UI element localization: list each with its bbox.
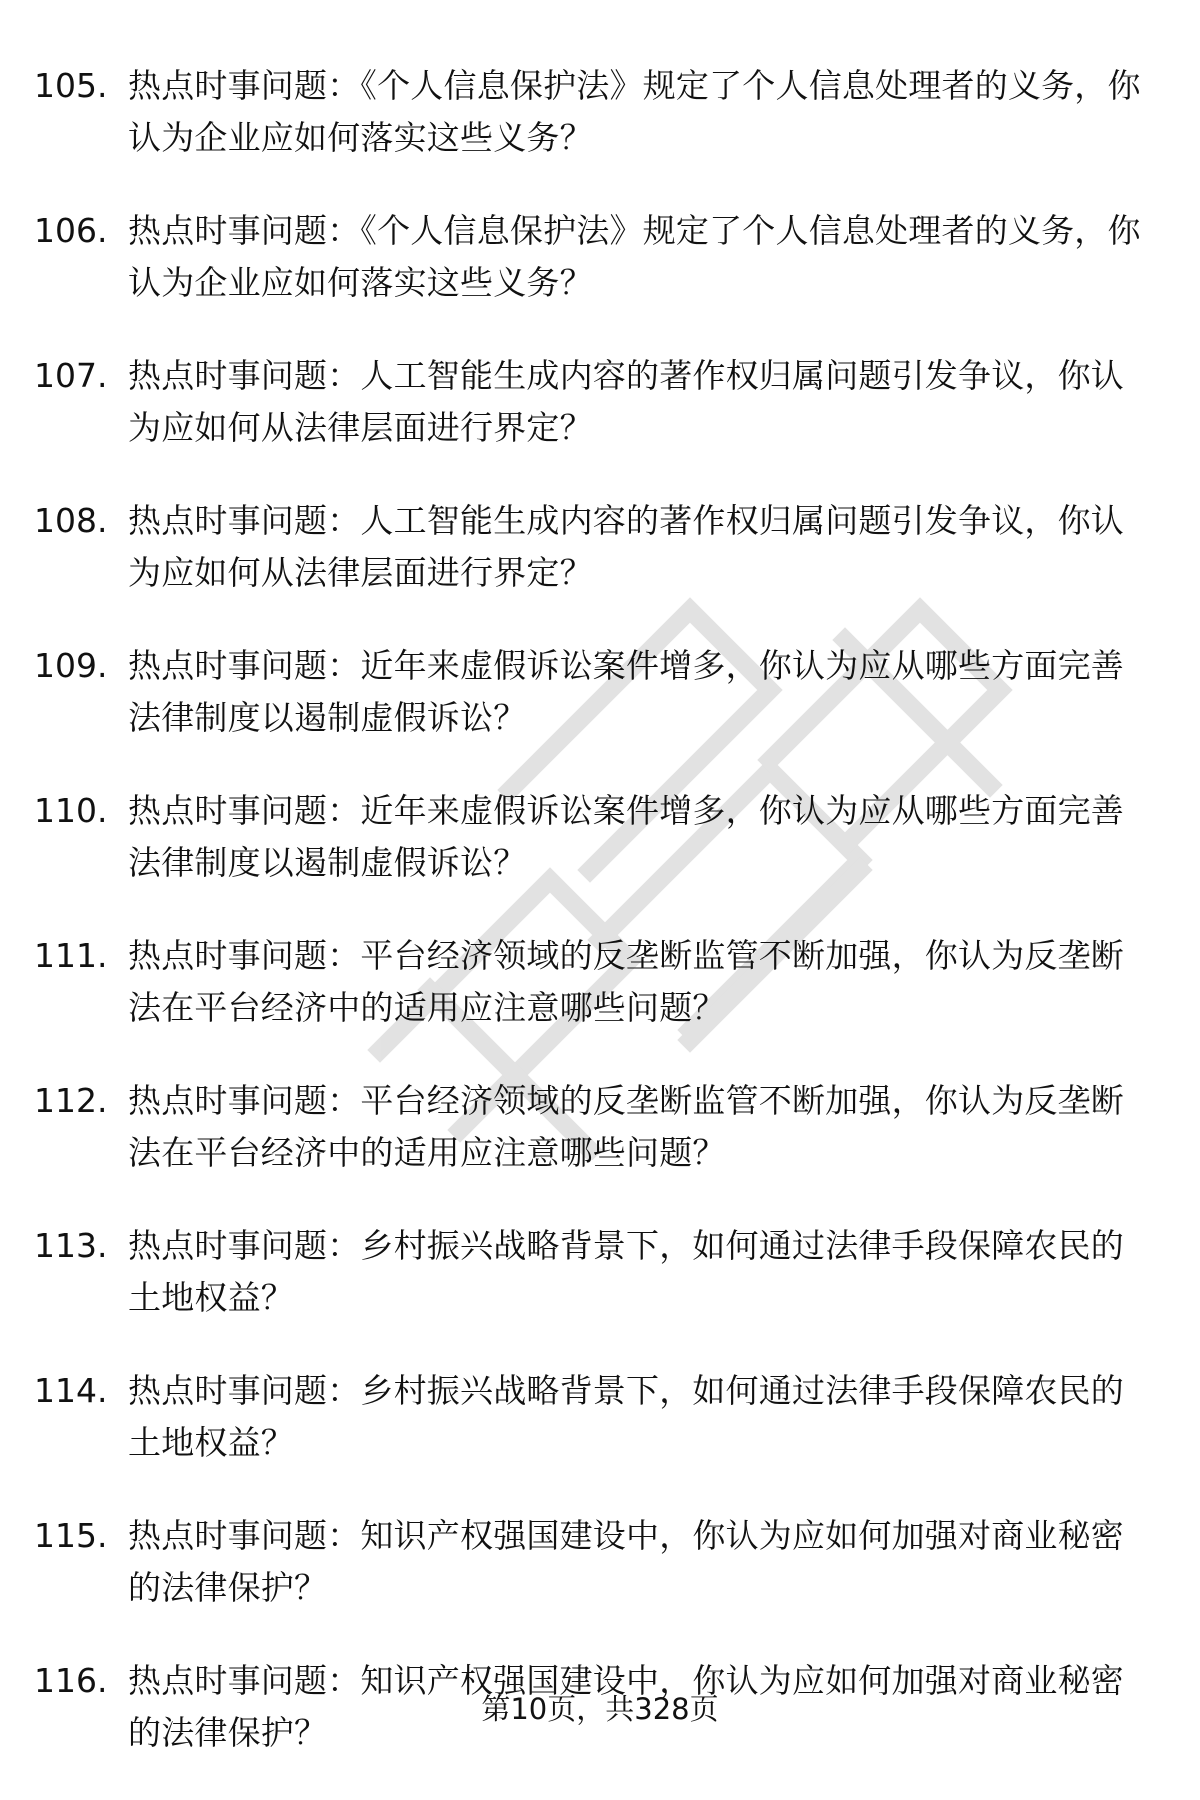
question-number: 115. [34,1516,108,1555]
question-item-114 [34,1365,1144,1469]
question-number: 116. [34,1661,108,1700]
question-text: 热点时事问题：乡村振兴战略背景下，如何通过法律手段保障农民的土地权益？ [128,1226,1124,1317]
question-number: 113. [34,1226,108,1265]
page-footer: 第10页，共328页 [481,1692,719,1726]
question-item-107 [34,350,1144,454]
question-item-115 [34,1510,1144,1614]
question-list [34,60,1144,1800]
question-text: 热点时事问题：近年来虚假诉讼案件增多，你认为应从哪些方面完善法律制度以遏制虚假诉讼？ [128,791,1124,882]
question-number: 109. [34,646,108,685]
question-text: 热点时事问题：人工智能生成内容的著作权归属问题引发争议，你认为应如何从法律层面进行界定？ [128,356,1124,447]
question-number: 106. [34,211,108,250]
question-text: 热点时事问题：平台经济领域的反垄断监管不断加强，你认为反垄断法在平台经济中的适用应注意哪些问题？ [128,936,1124,1027]
question-item-113 [34,1220,1144,1324]
question-text: 热点时事问题：《个人信息保护法》规定了个人信息处理者的义务，你认为企业应如何落实这些义务？ [128,211,1141,302]
question-number: 108. [34,501,108,540]
question-number: 107. [34,356,108,395]
question-text: 热点时事问题：《个人信息保护法》规定了个人信息处理者的义务，你认为企业应如何落实这些义务？ [128,66,1141,157]
question-item-112 [34,1075,1144,1179]
question-item-105 [34,60,1144,164]
question-text: 热点时事问题：乡村振兴战略背景下，如何通过法律手段保障农民的土地权益？ [128,1371,1124,1462]
question-number: 105. [34,66,108,105]
question-item-106 [34,205,1144,309]
question-text: 热点时事问题：平台经济领域的反垄断监管不断加强，你认为反垄断法在平台经济中的适用应注意哪些问题？ [128,1081,1124,1172]
question-number: 111. [34,936,108,975]
question-item-111 [34,930,1144,1034]
question-number: 114. [34,1371,108,1410]
question-item-108 [34,495,1144,599]
question-text: 热点时事问题：人工智能生成内容的著作权归属问题引发争议，你认为应如何从法律层面进行界定？ [128,501,1124,592]
question-text: 热点时事问题：近年来虚假诉讼案件增多，你认为应从哪些方面完善法律制度以遏制虚假诉讼？ [128,646,1124,737]
question-number: 112. [34,1081,108,1120]
question-item-109 [34,640,1144,744]
question-item-110 [34,785,1144,889]
question-text: 热点时事问题：知识产权强国建设中，你认为应如何加强对商业秘密的法律保护？ [128,1516,1124,1607]
question-number: 110. [34,791,108,830]
question-text: 热点时事问题：知识产权强国建设中，你认为应如何加强对商业秘密的法律保护？ [128,1661,1124,1752]
